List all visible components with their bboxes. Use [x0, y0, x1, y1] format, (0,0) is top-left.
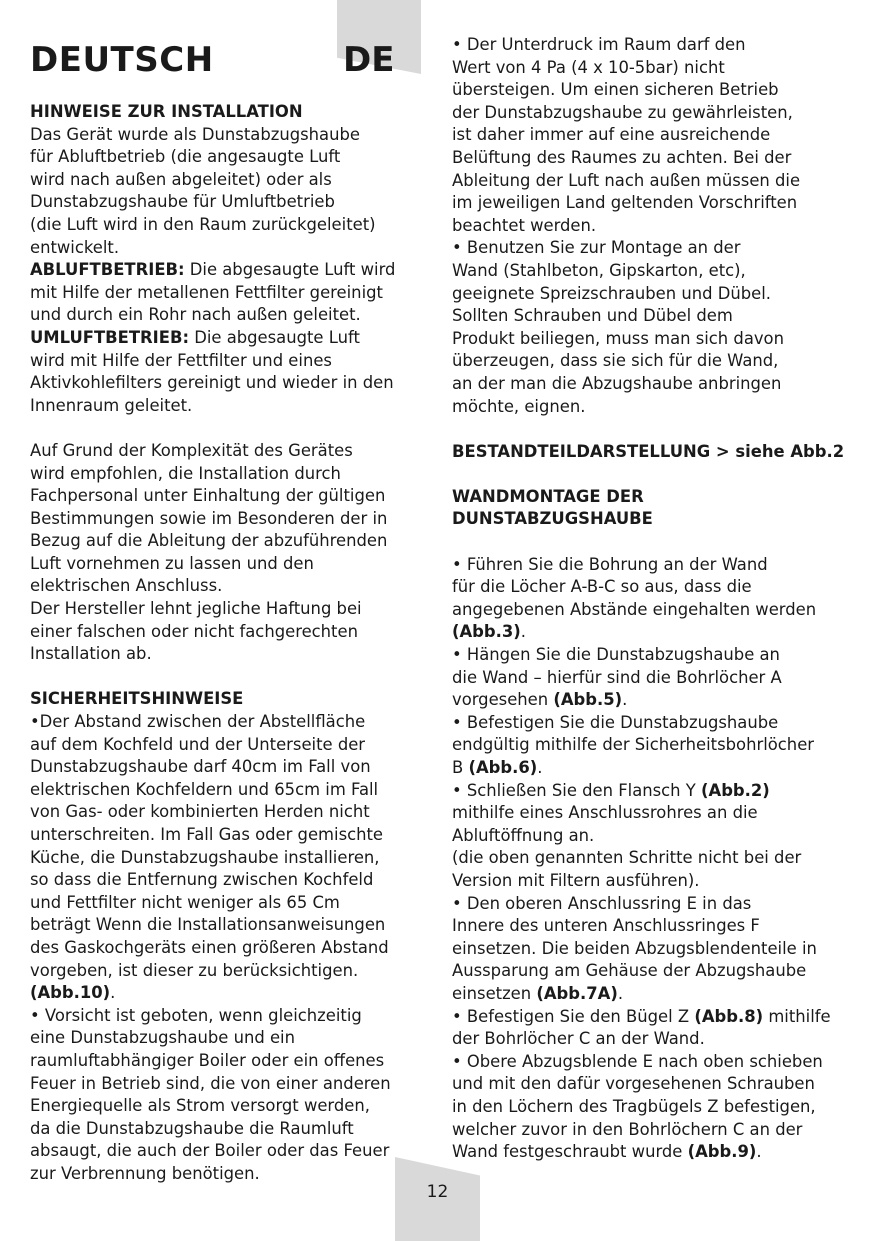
wall-mount-heading: WANDMONTAGE DER DUNSTABZUGSHAUBE [452, 486, 653, 529]
pressure-text: • Der Unterdruck im Raum darf den Wert von 4 Pa (4 x 10-5bar) nicht übersteigen. Um einen sicheren Betrieb der Dunstabzugshaube zu gewährleisten, ist daher immer auf eine ausreichende Belüftung des Raumes zu achten. Bei der Ableitung der Luft nach außen müssen die im jeweiligen Land geltenden Vorschriften beachtet werden. [452, 35, 801, 235]
step-1: • Führen Sie die Bohrung an der Wand für die Löcher A-B-C so aus, dass die angegebenen Abstände eingehalten werden (Abb.3). [452, 554, 817, 642]
figure-reference: (Abb.8) [694, 1006, 764, 1026]
figure-reference: (Abb.9) [687, 1142, 757, 1162]
figure-reference: (Abb.3) [452, 622, 521, 642]
installation-text: Das Gerät wurde als Dunstabzugshaube für Abluftbetrieb (die angesaugte Luft wird nach außen abgeleitet) oder als Dunstabzugshaube für Umluftbetrieb (die Luft wird in den Raum zurückgeleitet) entwickelt. [30, 124, 376, 257]
step-6: • Befestigen Sie den Bügel Z (Abb.8) mithilfe der Bohrlöcher C an der Wand. [452, 1006, 831, 1049]
safety-text-2: • Vorsicht ist geboten, wenn gleichzeitig eine Dunstabzugshaube und ein raumluftabhängiger Boiler oder ein offenes Feuer in Betrieb sind, die von einer anderen Energiequelle als Strom versorgt werden, da die Dunstabzugshaube die Raumluft absaugt, die auch der Boiler oder das Feuer zur Verbrennung benötigen. [30, 1005, 391, 1183]
figure-reference: (Abb.10) [30, 983, 111, 1003]
components-heading: BESTANDTEILDARSTELLUNG > siehe Abb.2 [452, 441, 845, 461]
language-title: DEUTSCH [30, 40, 214, 80]
safety-paragraph-1: •Der Abstand zwischen der Abstellfläche auf dem Kochfeld und der Unterseite der Dunstabzugshaube darf 40cm im Fall von elektrischen Kochfeldern und 65cm im Fall von Gas- oder kombinierten Herden nicht unterschreiten. Im Fall Gas oder gemischte Küche, die Dunstabzugshaube installieren, so dass die Entfernung zwischen Kochfeld und Fettfilter nicht weniger als 65 Cm beträgt Wenn die Installationsanweisungen des Gaskochgeräts einen größeren Abstand vorgeben, ist dieser zu berücksichtigen. (Abb.10). [30, 712, 389, 1003]
complexity-text: Auf Grund der Komplexität des Gerätes wird empfohlen, die Installation durch Fachpersonal unter Einhaltung der gültigen Bestimmungen sowie im Besonderen der in Bezug auf die Ableitung der abzuführenden Luft vornehmen zu lassen und den elektrischen Anschluss. Der Hersteller lehnt jegliche Haftung bei einer falschen oder nicht fachgerechten Installation ab. [30, 440, 388, 664]
abluft-paragraph [30, 259, 430, 327]
abluft-text: Die abgesaugte Luft wird mit Hilfe der metallenen Fettfilter gereinigt und durch ein Rohr nach außen geleitet. [30, 260, 396, 325]
umluft-text: Die abgesaugte Luft wird mit Hilfe der Fettfilter und eines Aktivkohlefilters gereinigt und wieder in den Innenraum geleitet. [30, 327, 394, 415]
page-number: 12 [426, 1182, 449, 1202]
figure-reference: (Abb.7A) [536, 983, 618, 1003]
step-7: • Obere Abzugsblende E nach oben schieben und mit den dafür vorgesehenen Schrauben in den Löchern des Tragbügels Z befestigen, welcher zuvor in den Bohrlöchern C an der Wand festgeschraubt wurde (Abb.9). [452, 1051, 823, 1162]
umluft-label: UMLUFTBETRIEB: [30, 327, 190, 347]
step-2: • Hängen Sie die Dunstabzugshaube an die Wand – hierfür sind die Bohrlöcher A vorgesehen (Abb.5). [452, 645, 782, 710]
figure-reference: (Abb.5) [553, 690, 623, 710]
figure-reference: (Abb.2) [701, 780, 770, 800]
figure-reference: (Abb.6) [468, 758, 538, 777]
language-code: DE [343, 40, 395, 80]
umluft-paragraph [30, 327, 430, 417]
abluft-label: ABLUFTBETRIEB: [30, 260, 185, 280]
step-5: • Den oberen Anschlussring E in das Innere des unteren Anschlussringes F einsetzen. Die beiden Abzugsblendenteile in Aussparung am Gehäuse der Abzugshaube einsetzen (Abb.7A). [452, 893, 817, 1003]
left-column [30, 101, 430, 1186]
installation-heading: HINWEISE ZUR INSTALLATION [30, 102, 303, 121]
safety-text-1: •Der Abstand zwischen der Abstellfläche auf dem Kochfeld und der Unterseite der Dunstabzugshaube darf 40cm im Fall von elektrischen Kochfeldern und 65cm im Fall von Gas- oder kombinierten Herden nicht unterschreiten. Im Fall Gas oder gemischte Küche, die Dunstabzugshaube installieren, so dass die Entfernung zwischen Kochfeld und Fettfilter nicht weniger als 65 Cm beträgt Wenn die Installationsanweisungen des Gaskochgeräts einen größeren Abstand vorgeben, ist dieser zu berücksichtigen. [30, 712, 389, 980]
right-column [452, 34, 852, 1164]
step-3: • Befestigen Sie die Dunstabzugshaube endgültig mithilfe der Sicherheitsbohrlöcher B (Abb.6). [452, 712, 815, 777]
safety-heading: SICHERHEITSHINWEISE [30, 689, 244, 709]
step-4: • Schließen Sie den Flansch Y (Abb.2) mithilfe eines Anschlussrohres an die Abluftöffnung an. (die oben genannten Schritte nicht bei der Version mit Filtern ausführen). [452, 780, 802, 890]
wall-mounting-text: • Benutzen Sie zur Montage an der Wand (Stahlbeton, Gipskarton, etc), geeignete Spreizschrauben und Dübel. Sollten Schrauben und Dübel dem Produkt beiliegen, muss man sich davon überzeugen, dass sie sich für die Wand, an der man die Abzugshaube anbringen möchte, eignen. [452, 238, 784, 416]
